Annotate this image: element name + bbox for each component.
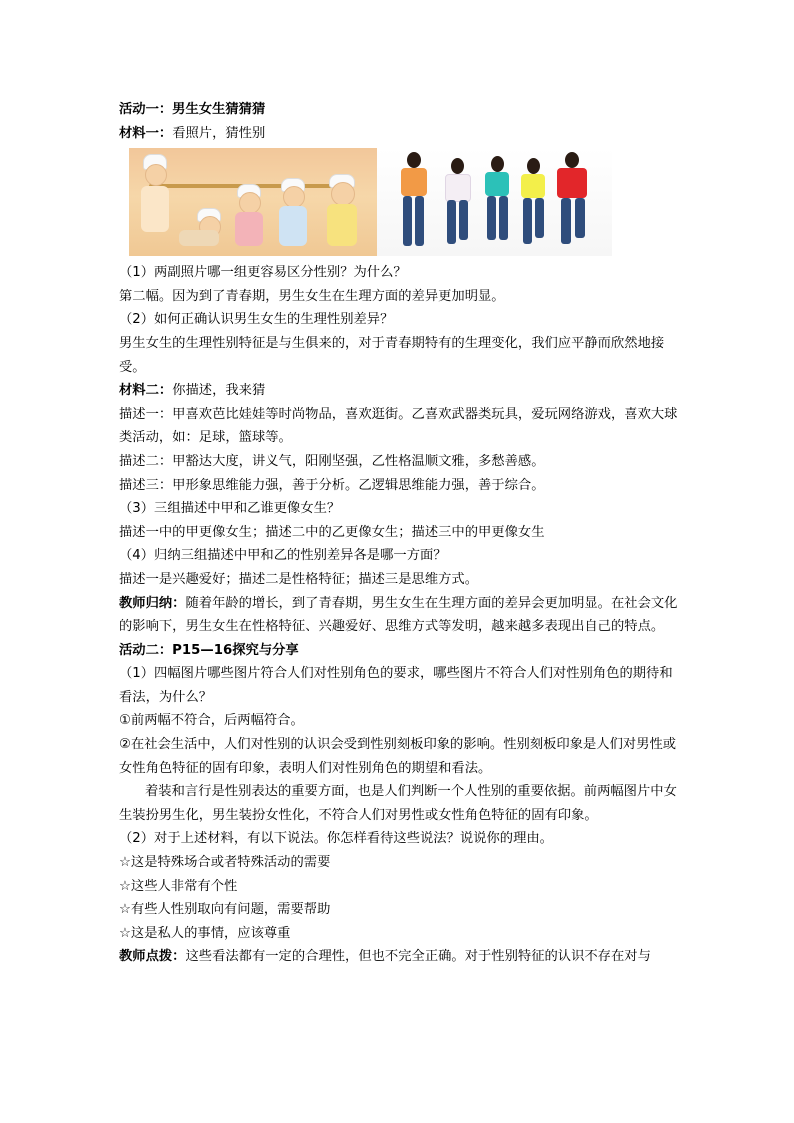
activity1-answer4: 描述一是兴趣爱好；描述二是性格特征；描述三是思维方式。 <box>119 571 479 587</box>
activity1-question1: （1）两副照片哪一组更容易区分性别？为什么？ <box>119 265 407 281</box>
activity2-question2: （2）对于上述材料，有以下说法。你怎样看待这些说法？说说你的理由。 <box>119 831 553 847</box>
opinion-1: ☆这是特殊场合或者特殊活动的需要 <box>119 855 331 871</box>
teacher-summary-text: 随着年龄的增长，到了青春期，男生女生在生理方面的差异会更加明显。在社会文化的影响下，男生女生在性格特征、兴趣爱好、思维方式等发明，越来越多表现出自己的特点。 <box>119 595 678 635</box>
activity1-answer3: 描述一中的甲更像女生；描述二中的乙更像女生；描述三中的甲更像女生 <box>119 524 545 540</box>
opinion-3: ☆有些人性别取向有问题，需要帮助 <box>119 902 331 918</box>
material2-line <box>119 379 679 403</box>
material1-text: 看照片，猜性别 <box>172 125 266 141</box>
teacher-summary <box>119 592 679 639</box>
photo-pair <box>129 148 612 259</box>
description-1: 描述一：甲喜欢芭比娃娃等时尚物品，喜欢逛街。乙喜欢武器类玩具，爱玩网络游戏，喜欢大球类活动，如：足球，篮球等。 <box>119 406 678 446</box>
material1-line <box>119 122 679 146</box>
teacher-comment-label: 教师点拨： <box>119 949 186 965</box>
activity1-question2: （2）如何正确认识男生女生的生理性别差异？ <box>119 312 394 328</box>
opinion-4: ☆这是私人的事情，应该尊重 <box>119 925 291 941</box>
teenagers-photo <box>377 148 612 256</box>
activity2-answer1-part1: ①前两幅不符合，后两幅符合。 <box>119 713 304 729</box>
material2-text: 你描述，我来猜 <box>172 383 266 399</box>
description-3: 描述三：甲形象思维能力强，善于分析。乙逻辑思维能力强，善于综合。 <box>119 477 545 493</box>
opinion-2: ☆这些人非常有个性 <box>119 878 238 894</box>
description-2: 描述二：甲豁达大度，讲义气，阳刚坚强，乙性格温顺文雅，多愁善感。 <box>119 453 545 469</box>
material2-label: 材料二： <box>119 383 173 399</box>
teacher-summary-label: 教师归纳： <box>119 595 186 611</box>
activity1-question4: （4）归纳三组描述中甲和乙的性别差异各是哪一方面？ <box>119 548 447 564</box>
activity1-answer1: 第二幅。因为到了青春期，男生女生在生理方面的差异更加明显。 <box>119 288 505 304</box>
babies-photo <box>129 148 377 256</box>
teacher-comment <box>119 945 679 969</box>
activity2-question1: （1）四幅图片哪些图片符合人们对性别角色的要求，哪些图片不符合人们对性别角色的期待和看法，为什么？ <box>119 666 673 705</box>
activity2-answer1-part2: ②在社会生活中，人们对性别的认识会受到性别刻板印象的影响。性别刻板印象是人们对男性或女性角色特征的固有印象，表明人们对性别角色的期望和看法。 <box>119 737 677 776</box>
document-page <box>119 98 679 969</box>
teacher-comment-text: 这些看法都有一定的合理性，但也不完全正确。对于性别特征的认识不存在对与 <box>185 949 651 965</box>
activity1-question3: （3）三组描述中甲和乙谁更像女生？ <box>119 501 341 517</box>
activity1-title: 活动一：男生女生猜猜猜 <box>119 102 266 117</box>
material1-label: 材料一： <box>119 125 173 141</box>
activity1-answer2: 男生女生的生理性别特征是与生俱来的，对于青春期特有的生理变化，我们应平静而欣然地接受。 <box>119 335 665 375</box>
activity2-title: 活动二：P15—16探究与分享 <box>119 642 299 658</box>
activity2-answer1-part3: 着装和言行是性别表达的重要方面，也是人们判断一个人性别的重要依据。前两幅图片中女生装扮男生化，男生装扮女性化，不符合人们对男性或女性角色特征的固有印象。 <box>119 784 677 823</box>
